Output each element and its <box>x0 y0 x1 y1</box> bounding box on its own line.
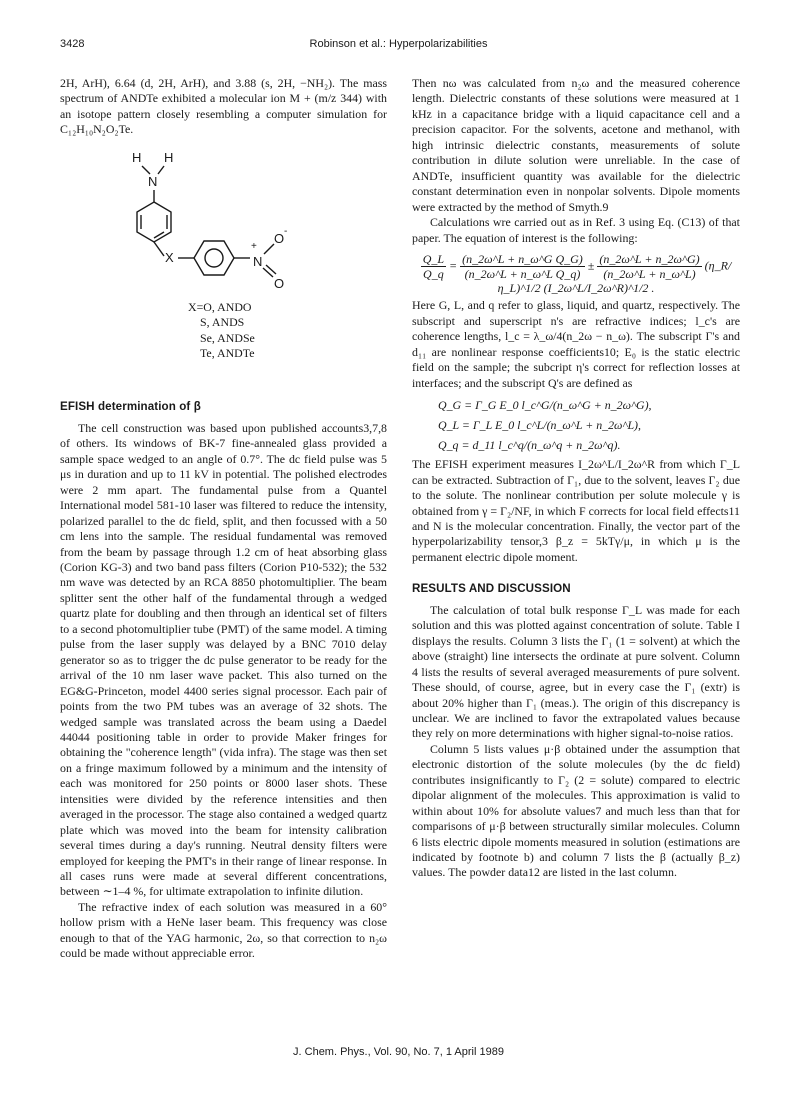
eq-term-2: $\frac{(n\_2\omega\^{}L + n\_2\omega\^{}G)}{(n\_2\omega\^{}L + n\_\omega\^{}L)}$ <box>599 251 700 281</box>
compound-ands: S, ANDS <box>200 315 245 330</box>
atom-label-n-amine: N <box>148 173 158 189</box>
right-paragraph-4: The EFISH experiment measures I_2ω^L/I_2ω^R from which Γ_L can be extracted. Subtraction of Γ₁, due to the solvent, leaves Γ₂ due to the solute. The nonlinear contribution per solute molecule γ is obtained from γ = Γ₂/NF, in which F corrects for local field effects11 and N is the molecular concentration. Finally, the vector part of the hyperpolarizability tensor,3 β_z = 5kTγ/μ, in which μ is the permanent electric dipole moment. <box>412 457 740 564</box>
atom-label-x: X <box>165 249 174 265</box>
chemical-structure <box>60 146 387 296</box>
efish-paragraph-2: The refractive index of each solution was measured in a 60° hollow prism with a HeNe laser beam. This frequency was close enough to that of the YAG harmonic, 2ω, so that correction to n₂ω could be made without appreciable error. <box>60 899 387 961</box>
right-paragraph-2: Calculations wre carried out as in Ref. 3 using Eq. (C13) of that paper. The equation of interest is the following: <box>412 215 740 245</box>
eq-term-1: $\frac{\text{(n\_2ω\textasciicircum{}L + n\_ω\textasciicircum{}G Q\_G)}}{\text{(n\_2ω\textasciicircum{}L + n\_ω\textasciicircum{}L Q\_q)}}$ <box>462 251 583 281</box>
eq-ql: Q_L = Γ_L E_0 l_c^L/(n_ω^L + n_2ω^L), <box>438 418 641 433</box>
structure-diagram <box>110 146 330 296</box>
compound-andse: Se, ANDSe <box>200 330 255 345</box>
eq-term-3: (η_R/η_L)^1/2 (I_2ω^L/I_2ω^R)^1/2 . <box>497 258 732 295</box>
atom-label-h2: H <box>164 149 174 165</box>
results-paragraph-1: The calculation of total bulk response Γ_L was made for each solution and this was plotted against concentration of solute. Table I displays the results. Column 3 lists the Γ₁ (1 = solvent) at which the above (straight) line intersects the ordinate at pure solvent. Column 4 lists the results of several averaged measurements of pure solvent. These should, of course, agree, but in every case the Γ₁ (extr) is about 20% higher than Γ₁ (meas.). The origin of this discrepancy is unclear. We are inclined to favor the extrapolated values because they rely on more determinations with higher signal-to-noise ratios. <box>412 602 740 741</box>
efish-paragraph-1: The cell construction was based upon published accounts3,7,8 of others. Its windows of BK-7 fine-annealed glass provided a sample space wedged to an angle of 0.7°. The dc field pulse was 5 μs in duration and up to 11 kV in potential. The polished electrodes were 2 mm apart. The fundamental pulse from a Quantel International model 581-10 laser was filtered to reduce the intensity, polarized parallel to the dc field, split, and then focussed with a 50 cm lens into the sample. The residual fundamental was removed from the beam by passage through 1.2 cm of heat absorbing glass (Corion KG-3) and two band pass filters (Corion P10-532); the 532 nm wave was detected by an RCA 8850 photomultiplier. The beam splitter sent the other half of the fundamental through a wedged quartz plate for doubling and then through an identical set of filters to a second photomultiplier tube (PMT) of the same model. A timing pulse from the laser supply was delayed by a BNC 7010 delay generator so as to trigger the dc pulse generator to be ready for the arrival of the 10 nm laser wave packet. This also turned on the EG&G-Princeton, model 4400 series signal processor. Each pair of points from the two PM tubes was an average of 32 shots. The wedged sample was translated across the beam using a Daedel 44044 positioning table in order to provide Maker fringes for obtaining the "coherence length" (vida infra). The stage was then set on a fringe maximum followed by a minimum and the intensity of each was monitored for 250 points or 8000 laser shots. These intensities were divided by the reference intensities and then averaged in the processor. The stage also contained a wedged quartz plate which was moved into the beam for intensity calibration several times during a day's running. Neutral density filters were employed for keeping the PMT's in their range of linear response. In all cases runs were made at several different concentrations, between ∼1–4 %, for ultimate extrapolation to infinite dilution. <box>60 420 387 899</box>
right-paragraph-1: Then nω was calculated from n₂ω and the measured coherence length. Dielectric constants of these solutions were measured at 1 kHz in a capacitance bridge with a liquid capacitance cell and a precision capacitor. For the solvents, acetone and methanol, with high intrinsic dielectric constants, measurements of solute contribution in dilute solution were unreliable. In the case of ANDTe, insufficient quantity was available for the dielectric constant determination even in nonpolar solvents. Dipole moments were extracted by the method of Smyth.9 <box>412 76 740 214</box>
atom-label-o2: O <box>274 275 285 291</box>
definition-equations <box>412 395 740 455</box>
atom-label-h1: H <box>132 149 142 165</box>
compound-ando: X=O, ANDO <box>188 299 252 314</box>
atom-label-n-nitro: N <box>253 253 263 269</box>
eq-lhs: $\frac{Q\_L}{Q\_q}$ <box>422 251 445 281</box>
charge-minus: - <box>284 225 288 237</box>
eq-qg: Q_G = Γ_G E_0 l_c^G/(n_ω^G + n_2ω^G), <box>438 398 652 413</box>
running-title: Robinson et al.: Hyperpolarizabilities <box>309 38 488 50</box>
atom-label-o1: O <box>274 230 285 246</box>
compound-andte: Te, ANDTe <box>200 346 255 361</box>
left-column <box>60 76 387 962</box>
right-paragraph-3: Here G, L, and q refer to glass, liquid, and quartz, respectively. The subscript and superscript n's are refractive indices; l_c's are coherence lengths, l_c = λ_ω/4(n_2ω − n_ω). The subscript Γ's and d₁₁ are nonlinear response coefficients10; E₀ is the static electric field on the sample; the subcript η's correct for reflection losses at interfaces; and the subscript Q's are defined as <box>412 298 740 390</box>
eq-qq: Q_q = d_11 l_c^q/(n_ω^q + n_2ω^q). <box>438 438 621 453</box>
page-header <box>60 38 737 54</box>
section-heading-results: RESULTS AND DISCUSSION <box>412 582 571 596</box>
compound-list <box>188 300 387 362</box>
right-column <box>412 76 740 881</box>
charge-plus: + <box>251 240 257 252</box>
results-paragraph-2: Column 5 lists values μ·β obtained under the assumption that electronic distortion of the solute molecules (by the dc field) contributes insignificantly to Γ₂ (2 = solute) compared to electric dipolar alignment of the molecules. This approximation is valid to within about 10% for absolute values7 and much less than that for comparisons of μ·β between structurally similar molecules. Column 6 lists electric dipole moments measured in solution (estimations are indicated by footnote b) and column 7 lists the β (actually β_z) values. The powder data12 are listed in the last column. <box>412 741 740 880</box>
equation-main: $\frac{Q\_L}{Q\_q}$ = $\frac{\text{(n\_2ω\textasciicircum{}L + n\_ω\textasciicircum{}G Q\_G)}}{\text{(n\_2ω\textasciicircum{}L + n\_ω\textasciicircum{}L Q\_q)}}$ ± $\frac{(n\_2\omega\^{}L + n\_2\omega\^{}G)}{(n\_2\omega\^{}L + n\_\omega\^{}L)}$ (η_R/η_L)^1/2 (I_2ω^L/I_2ω^R)^1/2 . <box>422 251 732 295</box>
section-heading-efish: EFISH determination of β <box>60 400 201 414</box>
journal-footer: J. Chem. Phys., Vol. 90, No. 7, 1 April 1989 <box>293 1046 504 1058</box>
intro-paragraph: 2H, ArH), 6.64 (d, 2H, ArH), and 3.88 (s, 2H, −NH₂). The mass spectrum of ANDTe exhibited a molecular ion M + (m/z 344) with an isotope pattern closely resembling a computer simulation for C₁₂H₁₀N₂O₂Te. <box>60 76 387 137</box>
page-number: 3428 <box>60 38 85 50</box>
